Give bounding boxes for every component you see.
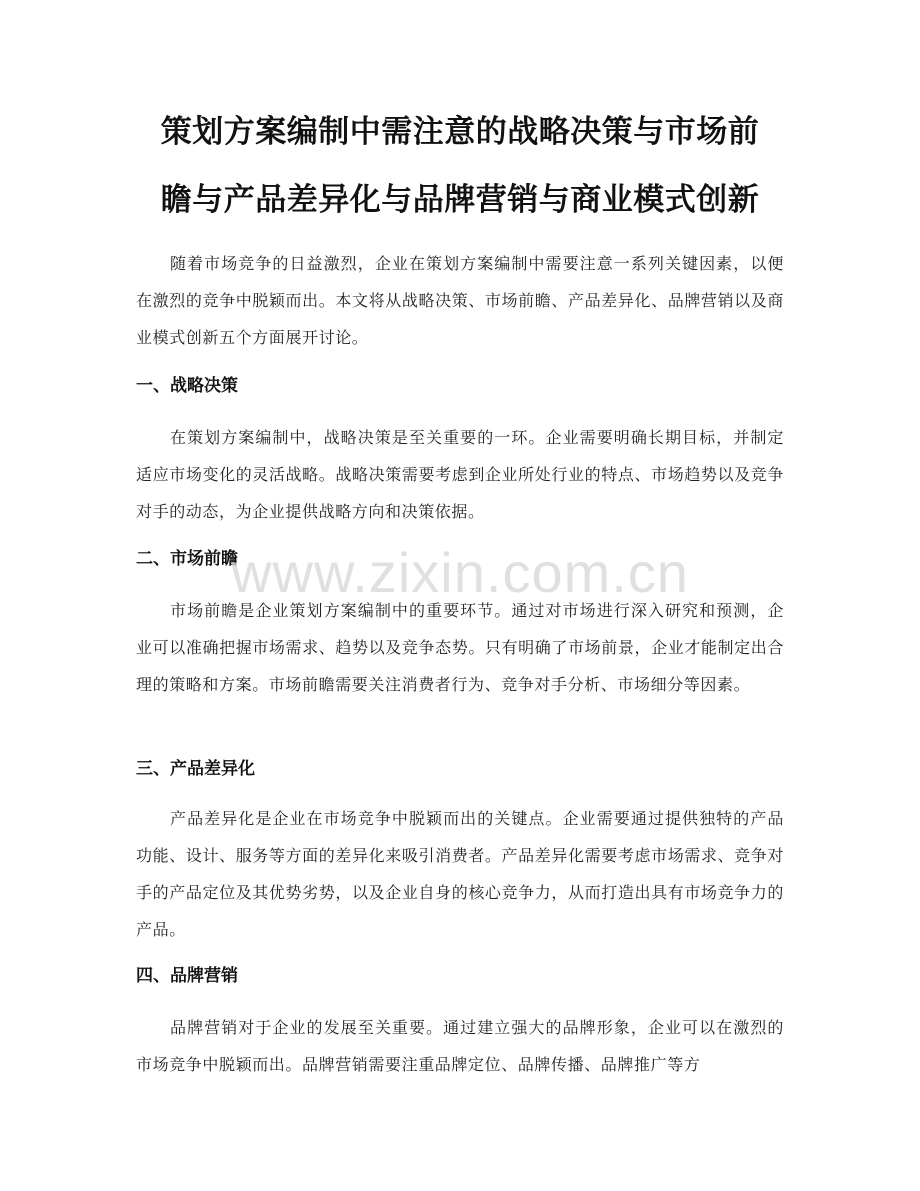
section-body-brand: 品牌营销对于企业的发展至关重要。通过建立强大的品牌形象，企业可以在激烈的市场竞争中脱颖而出。品牌营销需要注重品牌定位、品牌传播、品牌推广等方	[136, 1018, 784, 1074]
section-heading-brand: 四、品牌营销	[136, 966, 238, 986]
section-heading-market: 二、市场前瞻	[136, 549, 238, 569]
title-line-2: 瞻与产品差异化与品牌营销与商业模式创新	[160, 182, 760, 218]
section-heading-product: 三、产品差异化	[136, 759, 255, 779]
section-heading-strategy: 一、战略决策	[136, 376, 238, 396]
section-body-product: 产品差异化是企业在市场竞争中脱颖而出的关键点。企业需要通过提供独特的产品功能、设计、服务等方面的差异化来吸引消费者。产品差异化需要考虑市场需求、竞争对手的产品定位及其优势劣势，以及企业自身的核心竞争力，从而打造出具有市场竞争力的产品。	[136, 809, 784, 939]
title-line-1: 策划方案编制中需注意的战略决策与市场前	[160, 114, 760, 150]
section-body-strategy: 在策划方案编制中，战略决策是至关重要的一环。企业需要明确长期目标，并制定适应市场变化的灵活战略。战略决策需要考虑到企业所处行业的特点、市场趋势以及竞争对手的动态，为企业提供战略方向和决策依据。	[136, 428, 784, 521]
section-body-market: 市场前瞻是企业策划方案编制中的重要环节。通过对市场进行深入研究和预测，企业可以准确把握市场需求、趋势以及竞争态势。只有明确了市场前景，企业才能制定出合理的策略和方案。市场前瞻需要关注消费者行为、竞争对手分析、市场细分等因素。	[136, 601, 784, 694]
intro-paragraph: 随着市场竞争的日益激烈，企业在策划方案编制中需要注意一系列关键因素，以便在激烈的竞争中脱颖而出。本文将从战略决策、市场前瞻、产品差异化、品牌营销以及商业模式创新五个方面展开讨论。	[136, 254, 784, 347]
watermark-text: www.zixin.com.cn	[231, 541, 689, 604]
document-title	[130, 98, 790, 234]
